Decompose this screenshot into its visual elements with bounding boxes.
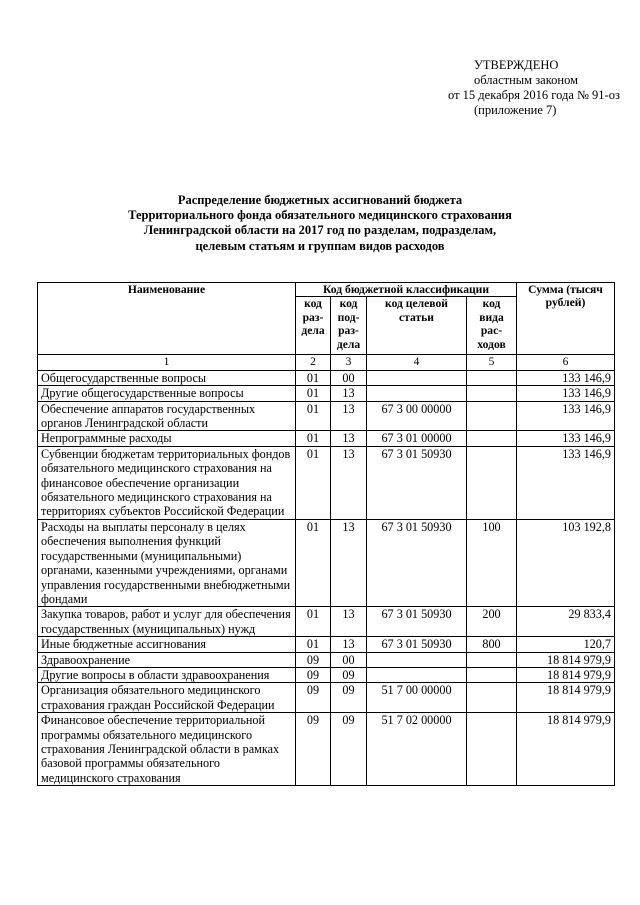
row-section-code: 09 xyxy=(296,683,331,713)
row-section-code: 01 xyxy=(296,431,331,446)
row-expense-code: 200 xyxy=(467,607,517,637)
row-expense-code: 100 xyxy=(467,519,517,606)
row-name: Иные бюджетные ассигнования xyxy=(38,637,296,652)
row-section-code: 09 xyxy=(296,667,331,682)
row-name: Организация обязательного медицинского страхования граждан Российской Федерации xyxy=(38,683,296,713)
row-section-code: 01 xyxy=(296,607,331,637)
col-number: 1 xyxy=(38,355,296,370)
title-line-3: Ленинградской области на 2017 год по разделам, подразделам, xyxy=(143,223,497,238)
table-row xyxy=(38,431,615,446)
row-name: Другие вопросы в области здравоохранения xyxy=(38,667,296,682)
approval-stamp xyxy=(440,58,630,118)
row-section-code: 01 xyxy=(296,386,331,401)
row-subsection-code: 13 xyxy=(331,637,367,652)
row-subsection-code: 13 xyxy=(331,607,367,637)
row-section-code: 01 xyxy=(296,401,331,431)
row-name: Общегосударственные вопросы xyxy=(38,370,296,385)
row-sum: 18 814 979,9 xyxy=(517,652,615,667)
row-sum: 133 146,9 xyxy=(517,370,615,385)
row-sum: 133 146,9 xyxy=(517,386,615,401)
row-subsection-code: 09 xyxy=(331,713,367,786)
row-section-code: 09 xyxy=(296,713,331,786)
title-line-4: целевым статьям и группам видов расходов xyxy=(195,238,445,253)
approval-line-2: от 15 декабря 2016 года № 91-оз xyxy=(448,88,620,102)
row-target-code: 67 3 01 50930 xyxy=(367,519,467,606)
row-name: Другие общегосударственные вопросы xyxy=(38,386,296,401)
row-section-code: 01 xyxy=(296,446,331,519)
row-subsection-code: 00 xyxy=(331,370,367,385)
row-target-code: 67 3 01 00000 xyxy=(367,431,467,446)
row-subsection-code: 09 xyxy=(331,667,367,682)
row-target-code: 51 7 02 00000 xyxy=(367,713,467,786)
row-section-code: 01 xyxy=(296,637,331,652)
column-number-row xyxy=(38,355,615,370)
row-sum: 133 146,9 xyxy=(517,401,615,431)
row-expense-code xyxy=(467,431,517,446)
table-body xyxy=(38,355,615,786)
row-sum: 133 146,9 xyxy=(517,446,615,519)
header-sum: Сумма (тысяч рублей) xyxy=(517,283,615,355)
table-row xyxy=(38,386,615,401)
row-subsection-code: 13 xyxy=(331,386,367,401)
row-sum: 29 833,4 xyxy=(517,607,615,637)
row-expense-code xyxy=(467,683,517,713)
table-row xyxy=(38,652,615,667)
row-sum: 120,7 xyxy=(517,637,615,652)
row-target-code xyxy=(367,652,467,667)
row-expense-code xyxy=(467,652,517,667)
row-subsection-code: 13 xyxy=(331,519,367,606)
approval-line-1: областным законом xyxy=(474,73,579,87)
table-row xyxy=(38,446,615,519)
table-row xyxy=(38,637,615,652)
row-sum: 18 814 979,9 xyxy=(517,683,615,713)
row-subsection-code: 13 xyxy=(331,446,367,519)
row-sum: 18 814 979,9 xyxy=(517,667,615,682)
row-name: Закупка товаров, работ и услуг для обеспечения государственных (муниципальных) нужд xyxy=(38,607,296,637)
header-code-group: Код бюджетной классификации xyxy=(296,283,517,297)
row-name: Обеспечение аппаратов государственных органов Ленинградской области xyxy=(38,401,296,431)
approval-line-3: (приложение 7) xyxy=(474,103,557,117)
col-number: 5 xyxy=(467,355,517,370)
header-name: Наименование xyxy=(38,283,296,355)
approval-head: УТВЕРЖДЕНО xyxy=(474,58,559,72)
row-subsection-code: 09 xyxy=(331,683,367,713)
title-line-2: Территориального фонда обязательного медицинского страхования xyxy=(128,208,512,223)
row-section-code: 01 xyxy=(296,519,331,606)
budget-table xyxy=(37,282,615,786)
row-target-code: 67 3 01 50930 xyxy=(367,446,467,519)
row-section-code: 01 xyxy=(296,370,331,385)
header-target: код целевой статьи xyxy=(367,297,467,355)
row-name: Непрограммные расходы xyxy=(38,431,296,446)
row-name: Здравоохранение xyxy=(38,652,296,667)
table-row xyxy=(38,519,615,606)
col-number: 6 xyxy=(517,355,615,370)
row-target-code: 67 3 01 50930 xyxy=(367,607,467,637)
row-name: Субвенции бюджетам территориальных фондов обязательного медицинского страхования на финансовое обеспечение организации обязательного медицинского страхования на территориях субъектов Российской Федерации xyxy=(38,446,296,519)
row-target-code xyxy=(367,667,467,682)
title-line-1: Распределение бюджетных ассигнований бюджета xyxy=(177,193,463,207)
row-expense-code: 800 xyxy=(467,637,517,652)
table-row xyxy=(38,713,615,786)
header-expense: код вида рас- ходов xyxy=(467,297,517,355)
header-section: код раз- дела xyxy=(296,297,331,355)
row-section-code: 09 xyxy=(296,652,331,667)
row-name: Финансовое обеспечение территориальной программы обязательного медицинского страхования Ленинградской области в рамках базовой программы обязательного медицинского страхования xyxy=(38,713,296,786)
row-subsection-code: 13 xyxy=(331,401,367,431)
table-row xyxy=(38,607,615,637)
table-row xyxy=(38,683,615,713)
row-sum: 18 814 979,9 xyxy=(517,713,615,786)
document-title xyxy=(100,193,540,254)
row-name: Расходы на выплаты персоналу в целях обеспечения выполнения функций государственными (муниципальными) органами, казенными учреждениями, органами управления государственными внебюджетными фондами xyxy=(38,519,296,606)
col-number: 2 xyxy=(296,355,331,370)
table-row xyxy=(38,401,615,431)
row-expense-code xyxy=(467,386,517,401)
col-number: 3 xyxy=(331,355,367,370)
row-sum: 133 146,9 xyxy=(517,431,615,446)
table-row xyxy=(38,667,615,682)
row-expense-code xyxy=(467,713,517,786)
row-target-code xyxy=(367,370,467,385)
header-subsection: код под- раз- дела xyxy=(331,297,367,355)
row-expense-code xyxy=(467,401,517,431)
table-row xyxy=(38,370,615,385)
row-expense-code xyxy=(467,667,517,682)
row-subsection-code: 13 xyxy=(331,431,367,446)
row-expense-code xyxy=(467,446,517,519)
row-target-code xyxy=(367,386,467,401)
row-target-code: 67 3 00 00000 xyxy=(367,401,467,431)
row-expense-code xyxy=(467,370,517,385)
row-target-code: 51 7 00 00000 xyxy=(367,683,467,713)
row-sum: 103 192,8 xyxy=(517,519,615,606)
col-number: 4 xyxy=(367,355,467,370)
row-subsection-code: 00 xyxy=(331,652,367,667)
row-target-code: 67 3 01 50930 xyxy=(367,637,467,652)
